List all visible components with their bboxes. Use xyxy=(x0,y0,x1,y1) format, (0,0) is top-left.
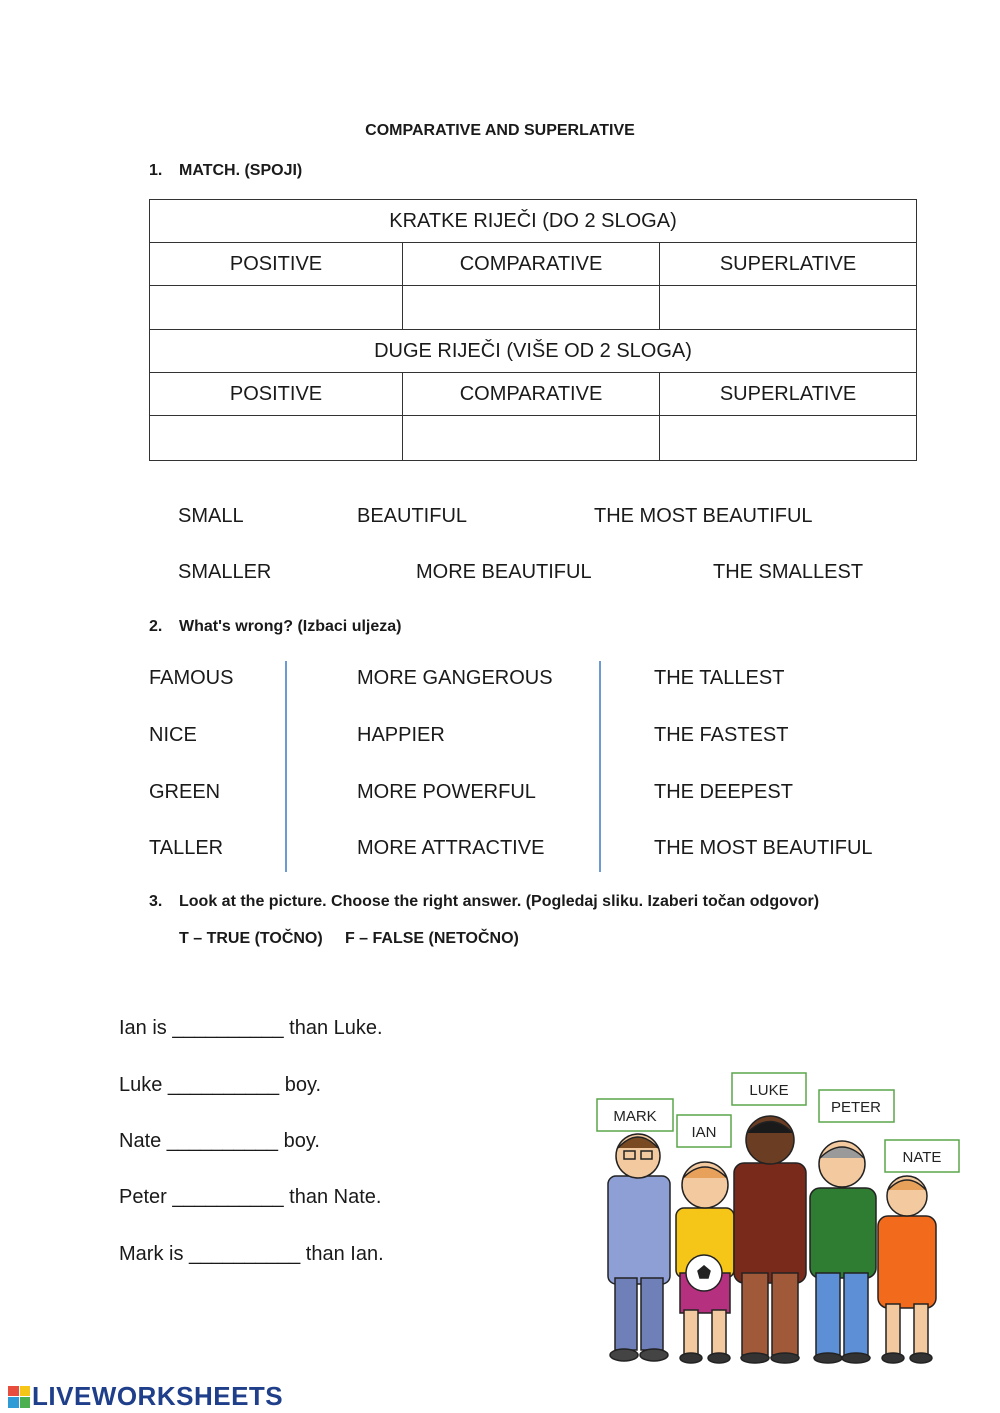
name-tag-peter-text: PETER xyxy=(830,1099,882,1116)
boys-illustration xyxy=(590,1068,975,1368)
name-tag-luke-text: LUKE xyxy=(749,1082,789,1099)
word-bank-item[interactable]: SMALL xyxy=(178,505,244,527)
odd-one-out-option[interactable]: NICE xyxy=(149,724,197,746)
boy-ian xyxy=(676,1162,734,1363)
drop-cell-short-comparative[interactable] xyxy=(403,286,660,330)
odd-one-out-option[interactable]: MORE ATTRACTIVE xyxy=(357,837,545,859)
name-tag-nate-text: NATE xyxy=(902,1149,942,1166)
odd-one-out-option[interactable]: FAMOUS xyxy=(149,667,234,689)
word-bank-item[interactable]: MORE BEAUTIFUL xyxy=(416,561,592,583)
odd-one-out-option[interactable]: THE FASTEST xyxy=(654,724,789,746)
odd-one-out-option[interactable]: THE MOST BEAUTIFUL xyxy=(654,837,873,859)
boy-luke xyxy=(734,1116,806,1363)
column-header-comparative: COMPARATIVE xyxy=(403,243,660,286)
odd-one-out-option[interactable]: GREEN xyxy=(149,781,221,803)
section2-heading: 2. What's wrong? (Izbaci uljeza) xyxy=(149,618,402,635)
drop-cell-long-positive[interactable] xyxy=(150,416,403,461)
word-bank-item[interactable]: THE SMALLEST xyxy=(713,561,864,583)
column-header-comparative: COMPARATIVE xyxy=(403,373,660,416)
odd-one-out-option[interactable]: MORE GANGEROUS xyxy=(357,667,553,689)
word-bank-item[interactable]: BEAUTIFUL xyxy=(357,505,468,527)
boy-peter xyxy=(810,1141,876,1363)
drop-cell-short-positive[interactable] xyxy=(150,286,403,330)
odd-one-out-option[interactable]: THE TALLEST xyxy=(654,667,785,689)
logo-text: LIVEWORKSHEETS xyxy=(32,1381,284,1411)
sentence-luke[interactable]: Luke __________ boy. xyxy=(119,1074,322,1096)
match-table xyxy=(149,199,917,461)
true-false-legend xyxy=(179,930,519,948)
liveworksheets-logo xyxy=(8,1381,283,1412)
odd-one-out-option[interactable]: HAPPIER xyxy=(357,724,445,746)
sentence-nate[interactable]: Nate __________ boy. xyxy=(119,1130,320,1152)
odd-one-out-option[interactable]: MORE POWERFUL xyxy=(357,781,536,803)
column-header-positive: POSITIVE xyxy=(150,243,403,286)
name-tag-mark-text: MARK xyxy=(613,1108,657,1125)
column-divider xyxy=(599,661,601,872)
true-label: T – TRUE (TOČNO) xyxy=(179,930,323,947)
logo-badge-icon xyxy=(8,1386,30,1408)
column-header-positive: POSITIVE xyxy=(150,373,403,416)
drop-cell-long-comparative[interactable] xyxy=(403,416,660,461)
drop-cell-long-superlative[interactable] xyxy=(660,416,917,461)
column-header-superlative: SUPERLATIVE xyxy=(660,373,917,416)
boy-nate xyxy=(878,1176,936,1363)
short-words-header: KRATKE RIJEČI (DO 2 SLOGA) xyxy=(150,200,917,243)
section1-heading: 1. MATCH. (SPOJI) xyxy=(149,162,303,179)
sentence-ian-luke[interactable]: Ian is __________ than Luke. xyxy=(119,1017,383,1039)
word-bank-item[interactable]: SMALLER xyxy=(178,561,272,583)
worksheet-title: COMPARATIVE AND SUPERLATIVE xyxy=(365,122,635,139)
odd-one-out-option[interactable]: THE DEEPEST xyxy=(654,781,793,803)
word-bank-item[interactable]: THE MOST BEAUTIFUL xyxy=(594,505,813,527)
section3-heading: 3. Look at the picture. Choose the right answer. (Pogledaj sliku. Izaberi točan odgovor) xyxy=(149,893,820,910)
boy-mark xyxy=(608,1134,670,1361)
drop-cell-short-superlative[interactable] xyxy=(660,286,917,330)
column-divider xyxy=(285,661,287,872)
odd-one-out-option[interactable]: TALLER xyxy=(149,837,224,859)
sentence-peter-nate[interactable]: Peter __________ than Nate. xyxy=(119,1186,382,1208)
column-header-superlative: SUPERLATIVE xyxy=(660,243,917,286)
sentence-mark-ian[interactable]: Mark is __________ than Ian. xyxy=(119,1243,384,1265)
name-tag-ian-text: IAN xyxy=(691,1124,717,1141)
false-label: F – FALSE (NETOČNO) xyxy=(344,930,519,947)
long-words-header: DUGE RIJEČI (VIŠE OD 2 SLOGA) xyxy=(150,330,917,373)
